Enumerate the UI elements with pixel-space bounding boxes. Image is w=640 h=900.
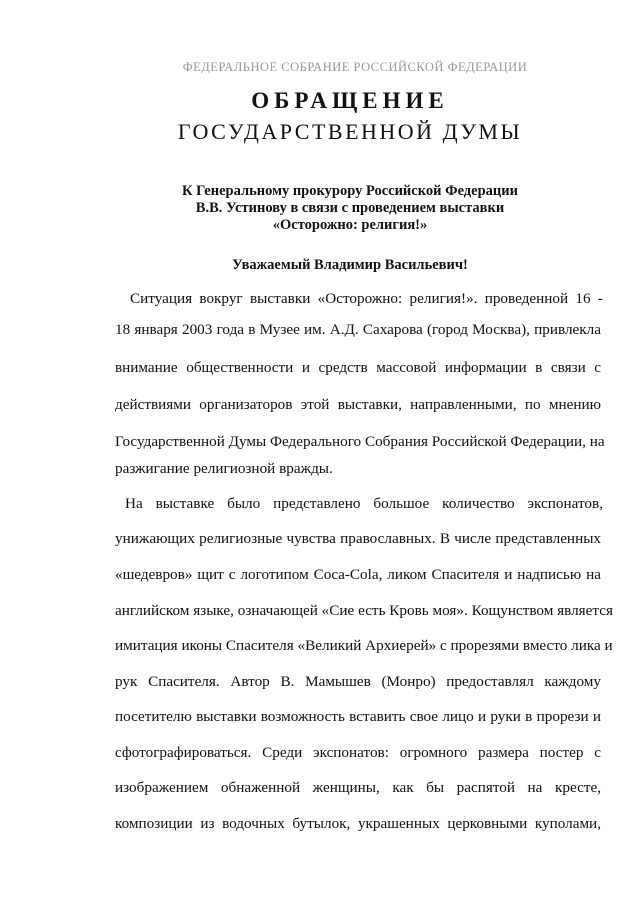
body-line: внимание общественности и средств массовой информации в связи с bbox=[115, 359, 601, 376]
body-line: На выставке было представлено большое количество экспонатов, bbox=[125, 495, 603, 512]
organization-header: ФЕДЕРАЛЬНОЕ СОБРАНИЕ РОССИЙСКОЙ ФЕДЕРАЦИИ bbox=[182, 60, 528, 74]
body-line: изображением обнаженной женщины, как бы распятой на кресте, bbox=[115, 779, 601, 796]
body-line: Ситуация вокруг выставки «Осторожно: религия!». проведенной 16 - bbox=[130, 290, 603, 307]
body-line: английском языке, означающей «Сие есть Кровь моя». Кощунством является bbox=[115, 602, 613, 619]
body-line: действиями организаторов этой выставки, направленными, по мнению bbox=[115, 396, 601, 413]
body-line: композиции из водочных бутылок, украшенных церковными куполами, bbox=[115, 815, 601, 832]
body-line: разжигание религиозной вражды. bbox=[115, 460, 333, 477]
body-line: «шедевров» щит с логотипом Coca-Cola, ликом Спасителя и надписью на bbox=[115, 566, 601, 583]
addressee-line: К Генеральному прокурору Российской Федерации bbox=[182, 183, 518, 199]
addressee-block bbox=[0, 183, 640, 234]
document-title: ОБРАЩЕНИЕ bbox=[251, 88, 449, 113]
body-line: рук Спасителя. Автор В. Мамышев (Монро) предоставлял каждому bbox=[115, 673, 601, 690]
document-subtitle: ГОСУДАРСТВЕННОЙ ДУМЫ bbox=[177, 119, 523, 144]
body-line: имитация иконы Спасителя «Великий Архиерей» с прорезями вместо лика и bbox=[115, 637, 613, 654]
body-line: унижающих религиозные чувства православных. В числе представленных bbox=[115, 530, 601, 547]
body-line: Государственной Думы Федерального Собрания Российской Федерации, на bbox=[115, 433, 605, 450]
body-line: посетителю выставки возможность вставить свое лицо и руки в прорези и bbox=[115, 708, 601, 725]
addressee-line: «Осторожно: религия!» bbox=[272, 217, 428, 233]
body-line: сфотографироваться. Среди экспонатов: огромного размера постер с bbox=[115, 744, 601, 761]
addressee-line: В.В. Устинову в связи с проведением выставки bbox=[195, 200, 505, 216]
body-line: 18 января 2003 года в Музее им. А.Д. Сахарова (город Москва), привлекла bbox=[115, 321, 601, 338]
greeting: Уважаемый Владимир Васильевич! bbox=[232, 257, 468, 273]
